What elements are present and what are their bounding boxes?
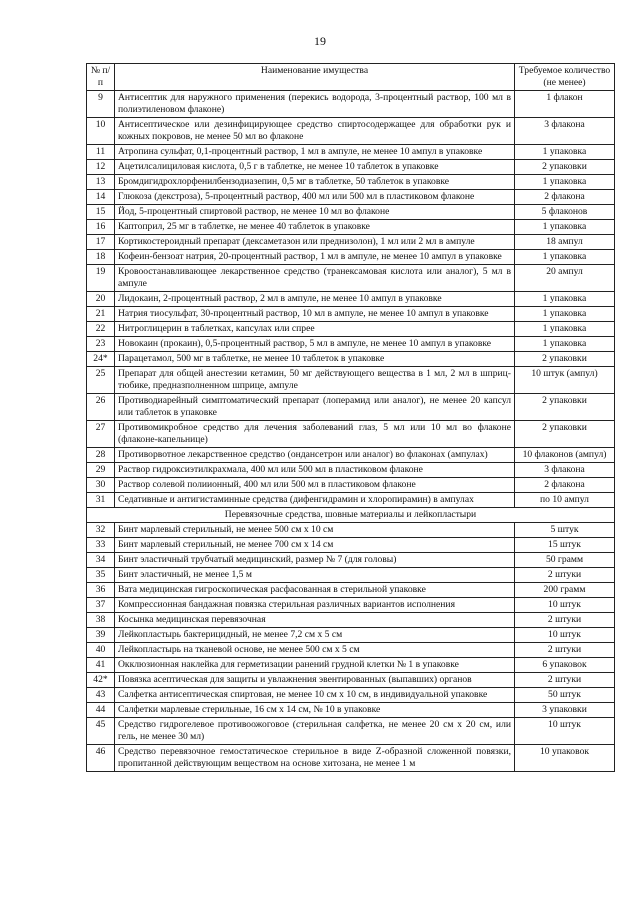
row-name: Косынка медицинская перевязочная [115, 613, 515, 628]
row-name: Лейкопластырь на тканевой основе, не менее 500 см x 5 см [115, 643, 515, 658]
inventory-table [86, 63, 615, 772]
table-header-row [87, 64, 615, 91]
row-name: Натрия тиосульфат, 30-процентный раствор, 10 мл в ампуле, не менее 10 ампул в упаковке [115, 307, 515, 322]
row-number: 34 [87, 553, 115, 568]
row-quantity: 10 штук [515, 598, 615, 613]
row-name: Лидокаин, 2-процентный раствор, 2 мл в ампуле, не менее 10 ампул в упаковке [115, 292, 515, 307]
row-number: 27 [87, 421, 115, 448]
row-name: Бромдигидрохлорфенилбензодиазепин, 0,5 мг в таблетке, 50 таблеток в упаковке [115, 175, 515, 190]
row-quantity: 2 упаковки [515, 394, 615, 421]
row-number: 9 [87, 91, 115, 118]
header-num: № п/п [87, 64, 115, 91]
table-row [87, 322, 615, 337]
row-name: Компрессионная бандажная повязка стерильная различных вариантов исполнения [115, 598, 515, 613]
table-row [87, 493, 615, 508]
row-number: 14 [87, 190, 115, 205]
table-row [87, 628, 615, 643]
row-quantity: 5 флаконов [515, 205, 615, 220]
table-row [87, 250, 615, 265]
row-number: 24* [87, 352, 115, 367]
row-number: 10 [87, 118, 115, 145]
table-body-dressings [87, 523, 615, 772]
row-number: 13 [87, 175, 115, 190]
table-section [87, 508, 615, 523]
row-quantity: 2 флакона [515, 190, 615, 205]
table-row [87, 205, 615, 220]
row-quantity: 2 штуки [515, 613, 615, 628]
row-name: Бинт эластичный трубчатый медицинский, размер № 7 (для головы) [115, 553, 515, 568]
row-quantity: 2 штуки [515, 673, 615, 688]
row-quantity: 5 штук [515, 523, 615, 538]
section-title: Перевязочные средства, шовные материалы и лейкопластыри [87, 508, 615, 523]
row-name: Новокаин (прокаин), 0,5-процентный раствор, 5 мл в ампуле, не менее 10 ампул в упаковке [115, 337, 515, 352]
row-quantity: 2 штуки [515, 643, 615, 658]
table-row [87, 568, 615, 583]
row-name: Бинт эластичный, не менее 1,5 м [115, 568, 515, 583]
row-name: Средство перевязочное гемостатическое стерильное в виде Z-образной сложенной повязки, пропитанной действующим веществом на основе хитозана, не менее 1 м [115, 745, 515, 772]
row-name: Раствор гидроксиэтилкрахмала, 400 мл или 500 мл в пластиковом флаконе [115, 463, 515, 478]
row-quantity: 10 штук (ампул) [515, 367, 615, 394]
row-name: Средство гидрогелевое противоожоговое (стерильная салфетка, не менее 20 см x 20 см, или гель, не менее 30 мл) [115, 718, 515, 745]
row-number: 25 [87, 367, 115, 394]
row-name: Парацетамол, 500 мг в таблетке, не менее 10 таблеток в упаковке [115, 352, 515, 367]
row-name: Кровоостанавливающее лекарственное средство (транексамовая кислота или аналог), 5 мл в ампуле [115, 265, 515, 292]
row-quantity: 1 упаковка [515, 145, 615, 160]
row-number: 33 [87, 538, 115, 553]
row-number: 28 [87, 448, 115, 463]
row-name: Антисептик для наружного применения (перекись водорода, 3-процентный раствор, 100 мл в полиэтиленовом флаконе) [115, 91, 515, 118]
row-number: 41 [87, 658, 115, 673]
table-row [87, 352, 615, 367]
table-row [87, 307, 615, 322]
row-number: 44 [87, 703, 115, 718]
table-row [87, 643, 615, 658]
table-row [87, 337, 615, 352]
row-name: Раствор солевой полиионный, 400 мл или 500 мл в пластиковом флаконе [115, 478, 515, 493]
page-number: 19 [314, 34, 326, 48]
row-number: 39 [87, 628, 115, 643]
row-quantity: 200 грамм [515, 583, 615, 598]
row-number: 38 [87, 613, 115, 628]
row-number: 40 [87, 643, 115, 658]
row-quantity: 10 штук [515, 718, 615, 745]
table-row [87, 265, 615, 292]
row-number: 43 [87, 688, 115, 703]
table-row [87, 703, 615, 718]
row-name: Препарат для общей анестезии кетамин, 50 мг действующего вещества в 1 мл, 2 мл в шприц-тюбике, предназполненном шприце, ампуле [115, 367, 515, 394]
row-number: 11 [87, 145, 115, 160]
row-name: Ацетилсалициловая кислота, 0,5 г в таблетке, не менее 10 таблеток в упаковке [115, 160, 515, 175]
table-row [87, 538, 615, 553]
table-row [87, 235, 615, 250]
row-name: Седативные и антигистаминные средства (дифенгидрамин и хлоропирамин) в ампулах [115, 493, 515, 508]
row-name: Каптоприл, 25 мг в таблетке, не менее 40 таблеток в упаковке [115, 220, 515, 235]
row-number: 26 [87, 394, 115, 421]
table-row [87, 688, 615, 703]
row-quantity: 2 упаковки [515, 421, 615, 448]
row-quantity: 1 флакон [515, 91, 615, 118]
row-name: Повязка асептическая для защиты и увлажнения эвентированных (выпавших) органов [115, 673, 515, 688]
table-row [87, 160, 615, 175]
row-quantity: 50 штук [515, 688, 615, 703]
row-number: 31 [87, 493, 115, 508]
header-name: Наименование имущества [115, 64, 515, 91]
row-quantity: 2 флакона [515, 478, 615, 493]
row-name: Кофеин-бензоат натрия, 20-процентный раствор, 1 мл в ампуле, не менее 10 ампул в упаковке [115, 250, 515, 265]
row-quantity: 1 упаковка [515, 250, 615, 265]
table-row [87, 367, 615, 394]
table-row [87, 91, 615, 118]
table-row [87, 421, 615, 448]
table-row [87, 292, 615, 307]
row-number: 19 [87, 265, 115, 292]
row-number: 21 [87, 307, 115, 322]
row-name: Антисептическое или дезинфицирующее средство спиртосодержащее для обработки рук и кожных покровов, не менее 50 мл во флаконе [115, 118, 515, 145]
row-name: Кортикостероидный препарат (дексаметазон или преднизолон), 1 мл или 2 мл в ампуле [115, 235, 515, 250]
row-number: 16 [87, 220, 115, 235]
row-quantity: 15 штук [515, 538, 615, 553]
row-quantity: 1 упаковка [515, 175, 615, 190]
row-quantity: 2 штуки [515, 568, 615, 583]
row-name: Противорвотное лекарственное средство (ондансетрон или аналог) во флаконах (ампулах) [115, 448, 515, 463]
row-name: Противодиарейный симптоматический препарат (лоперамид или аналог), не менее 20 капсул или таблеток в упаковке [115, 394, 515, 421]
row-number: 32 [87, 523, 115, 538]
row-name: Салфетка антисептическая спиртовая, не менее 10 см x 10 см, в индивидуальной упаковке [115, 688, 515, 703]
table-row [87, 718, 615, 745]
row-quantity: 20 ампул [515, 265, 615, 292]
row-quantity: 1 упаковка [515, 292, 615, 307]
row-name: Йод, 5-процентный спиртовой раствор, не менее 10 мл во флаконе [115, 205, 515, 220]
row-name: Глюкоза (декстроза), 5-процентный раствор, 400 мл или 500 мл в пластиковом флаконе [115, 190, 515, 205]
row-quantity: 10 штук [515, 628, 615, 643]
row-name: Окклюзионная наклейка для герметизации ранений грудной клетки № 1 в упаковке [115, 658, 515, 673]
row-number: 22 [87, 322, 115, 337]
row-quantity: по 10 ампул [515, 493, 615, 508]
table-row [87, 478, 615, 493]
table-row [87, 190, 615, 205]
row-number: 17 [87, 235, 115, 250]
row-quantity: 1 упаковка [515, 322, 615, 337]
row-number: 42* [87, 673, 115, 688]
table-row [87, 118, 615, 145]
row-number: 37 [87, 598, 115, 613]
row-quantity: 2 упаковки [515, 160, 615, 175]
table-body-medicines [87, 91, 615, 508]
table-row [87, 394, 615, 421]
table-row [87, 613, 615, 628]
row-quantity: 3 флакона [515, 463, 615, 478]
row-number: 30 [87, 478, 115, 493]
row-number: 35 [87, 568, 115, 583]
table-row [87, 745, 615, 772]
row-name: Атропина сульфат, 0,1-процентный раствор, 1 мл в ампуле, не менее 10 ампул в упаковке [115, 145, 515, 160]
row-quantity: 2 упаковки [515, 352, 615, 367]
row-number: 15 [87, 205, 115, 220]
table-row [87, 463, 615, 478]
row-name: Противомикробное средство для лечения заболеваний глаз, 5 мл или 10 мл во флаконе (флаконе-капельнице) [115, 421, 515, 448]
row-number: 20 [87, 292, 115, 307]
row-number: 23 [87, 337, 115, 352]
row-name: Лейкопластырь бактерицидный, не менее 7,2 см x 5 см [115, 628, 515, 643]
table-row [87, 175, 615, 190]
header-qty: Требуемое количество (не менее) [515, 64, 615, 91]
table-row [87, 673, 615, 688]
row-quantity: 50 грамм [515, 553, 615, 568]
table-row [87, 553, 615, 568]
row-number: 45 [87, 718, 115, 745]
row-quantity: 10 флаконов (ампул) [515, 448, 615, 463]
table-row [87, 658, 615, 673]
row-quantity: 3 упаковки [515, 703, 615, 718]
table-row [87, 220, 615, 235]
row-quantity: 3 флакона [515, 118, 615, 145]
row-name: Бинт марлевый стерильный, не менее 700 см x 14 см [115, 538, 515, 553]
table-row [87, 448, 615, 463]
row-quantity: 10 упаковок [515, 745, 615, 772]
row-name: Нитроглицерин в таблетках, капсулах или спрее [115, 322, 515, 337]
row-quantity: 1 упаковка [515, 337, 615, 352]
table-row [87, 145, 615, 160]
row-quantity: 1 упаковка [515, 307, 615, 322]
table-row [87, 523, 615, 538]
table-row [87, 583, 615, 598]
row-number: 46 [87, 745, 115, 772]
table-row [87, 598, 615, 613]
row-quantity: 6 упаковок [515, 658, 615, 673]
row-name: Вата медицинская гигроскопическая расфасованная в стерильной упаковке [115, 583, 515, 598]
row-number: 36 [87, 583, 115, 598]
row-number: 12 [87, 160, 115, 175]
row-quantity: 18 ампул [515, 235, 615, 250]
row-quantity: 1 упаковка [515, 220, 615, 235]
row-number: 29 [87, 463, 115, 478]
row-name: Бинт марлевый стерильный, не менее 500 см x 10 см [115, 523, 515, 538]
row-name: Салфетки марлевые стерильные, 16 см x 14 см, № 10 в упаковке [115, 703, 515, 718]
row-number: 18 [87, 250, 115, 265]
section-row [87, 508, 615, 523]
